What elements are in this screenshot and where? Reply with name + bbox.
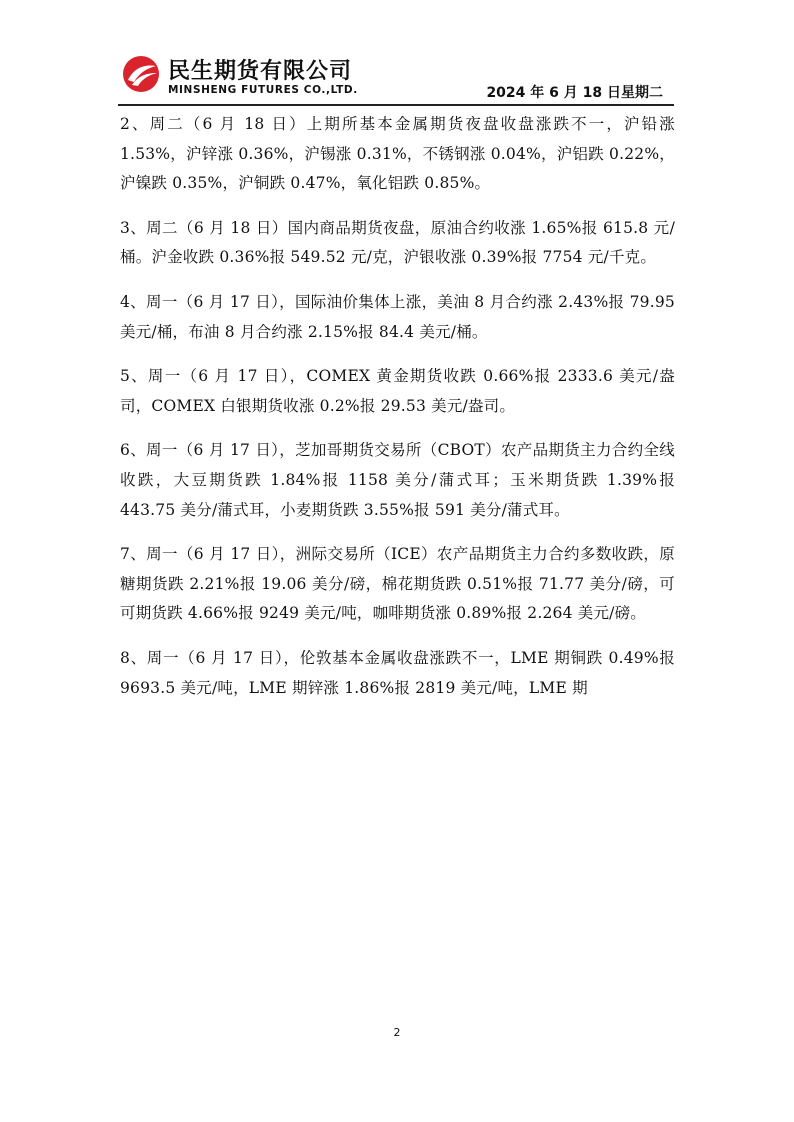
page-number: 2 [393,1026,401,1039]
news-item: 7、周一（6 月 17 日），洲际交易所（ICE）农产品期货主力合约多数收跌，原糖期货跌 2.21%报 19.06 美分/磅，棉花期货跌 0.51%报 71.77 美分/磅，可可期货跌 4.66%报 9249 美元/吨，咖啡期货涨 0.89%报 2.264 美元/磅。 [120,545,675,623]
report-date: 2024 年 6 月 18 日星期二 [486,85,663,101]
header-divider [118,104,674,106]
news-item: 8、周一（6 月 17 日），伦敦基本金属收盘涨跌不一，LME 期铜跌 0.49%报 9693.5 美元/吨，LME 期锌涨 1.86%报 2819 美元/吨，LME 期 [120,648,675,697]
minsheng-logo-icon [120,54,162,94]
company-name-cn: 民生期货有限公司 [168,59,353,84]
news-item: 6、周一（6 月 17 日），芝加哥期货交易所（CBOT）农产品期货主力合约全线收跌，大豆期货跌 1.84%报 1158 美分/蒲式耳；玉米期货跌 1.39%报 443.75 美分/蒲式耳，小麦期货跌 3.55%报 591 美分/蒲式耳。 [120,441,675,519]
news-item: 3、周二（6 月 18 日）国内商品期货夜盘，原油合约收涨 1.65%报 615.8 元/桶。沪金收跌 0.36%报 549.52 元/克，沪银收涨 0.39%报 7754 元/千克。 [120,218,675,267]
news-item: 5、周一（6 月 17 日），COMEX 黄金期货收跌 0.66%报 2333.6 美元/盎司，COMEX 白银期货收涨 0.2%报 29.53 美元/盎司。 [120,367,675,415]
news-item: 2、周二（6 月 18 日）上期所基本金属期货夜盘收盘涨跌不一，沪铅涨 1.53%，沪锌涨 0.36%，沪锡涨 0.31%，不锈钢涨 0.04%，沪铝跌 0.22%，沪镍跌 0.35%，沪铜跌 0.47%，氧化铝跌 0.85%。 [120,115,675,193]
report-body [120,110,675,718]
company-name-en: MINSHENG FUTURES CO.,LTD. [168,84,358,96]
page-header [0,0,794,106]
news-item: 4、周一（6 月 17 日），国际油价集体上涨，美油 8 月合约涨 2.43%报 79.95 美元/桶，布油 8 月合约涨 2.15%报 84.4 美元/桶。 [120,292,675,341]
